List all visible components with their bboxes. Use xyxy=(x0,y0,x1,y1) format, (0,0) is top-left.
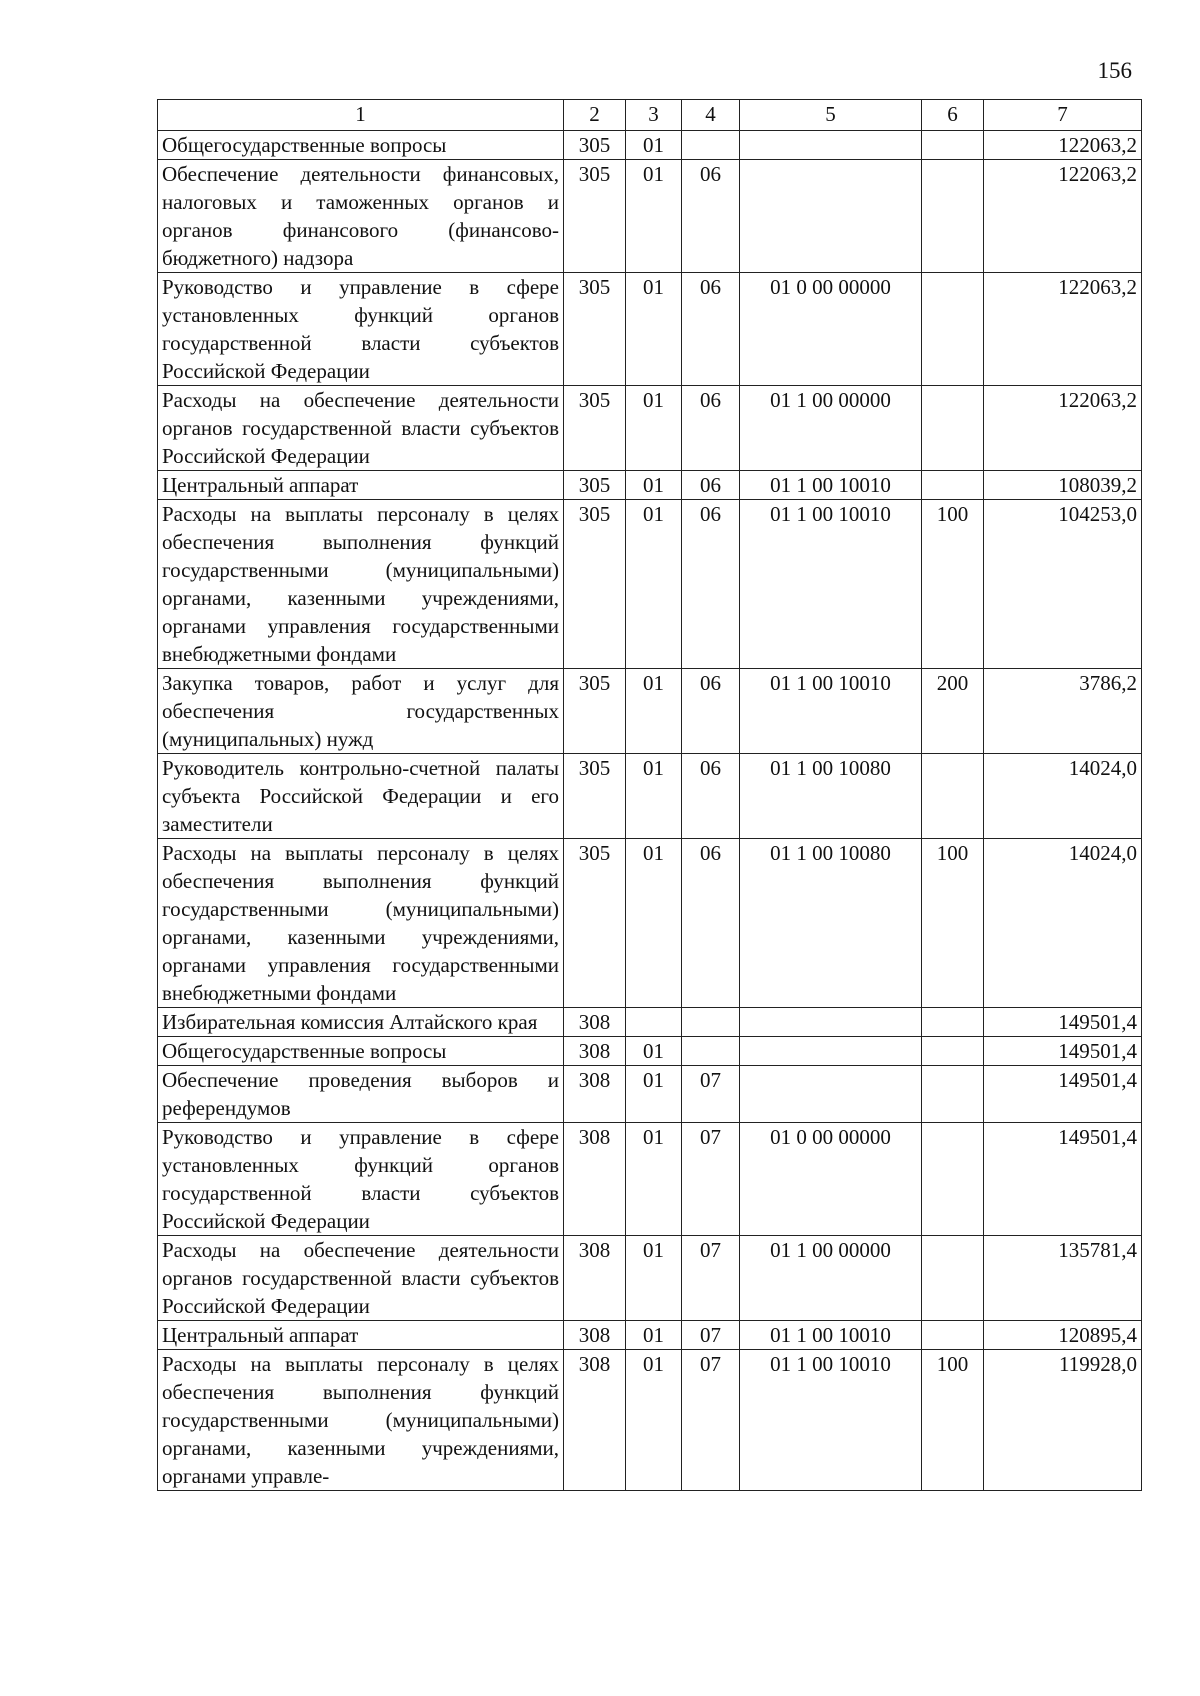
row-name: Закупка товаров, работ и услуг для обеспечения государственных (муниципальных) нужд xyxy=(158,669,564,754)
section-code: 01 xyxy=(626,386,682,471)
department-code: 305 xyxy=(564,754,626,839)
row-name: Центральный аппарат xyxy=(158,471,564,500)
table-row xyxy=(158,754,1142,839)
target-article-code: 01 1 00 10010 xyxy=(740,500,922,669)
column-header: 5 xyxy=(740,100,922,131)
subsection-code: 06 xyxy=(682,669,740,754)
target-article-code: 01 1 00 10010 xyxy=(740,471,922,500)
table-row xyxy=(158,839,1142,1008)
amount: 122063,2 xyxy=(984,160,1142,273)
expense-type-code: 100 xyxy=(922,839,984,1008)
table-row xyxy=(158,1236,1142,1321)
section-code: 01 xyxy=(626,839,682,1008)
department-code: 305 xyxy=(564,386,626,471)
table-row xyxy=(158,1123,1142,1236)
table-row xyxy=(158,500,1142,669)
target-article-code: 01 0 00 00000 xyxy=(740,273,922,386)
amount: 14024,0 xyxy=(984,839,1142,1008)
section-code: 01 xyxy=(626,273,682,386)
expense-type-code xyxy=(922,1123,984,1236)
section-code: 01 xyxy=(626,1066,682,1123)
target-article-code: 01 1 00 10010 xyxy=(740,1321,922,1350)
section-code: 01 xyxy=(626,754,682,839)
row-name: Обеспечение деятельности финансовых, налоговых и таможенных органов и органов финансового (финансово-бюджетного) надзора xyxy=(158,160,564,273)
amount: 119928,0 xyxy=(984,1350,1142,1491)
amount: 120895,4 xyxy=(984,1321,1142,1350)
column-header: 4 xyxy=(682,100,740,131)
target-article-code: 01 1 00 10080 xyxy=(740,839,922,1008)
target-article-code: 01 1 00 10010 xyxy=(740,669,922,754)
department-code: 308 xyxy=(564,1236,626,1321)
row-name: Обеспечение проведения выборов и референдумов xyxy=(158,1066,564,1123)
department-code: 308 xyxy=(564,1123,626,1236)
subsection-code xyxy=(682,1008,740,1037)
target-article-code xyxy=(740,160,922,273)
subsection-code: 06 xyxy=(682,754,740,839)
column-header: 6 xyxy=(922,100,984,131)
amount: 149501,4 xyxy=(984,1008,1142,1037)
table-row xyxy=(158,131,1142,160)
department-code: 308 xyxy=(564,1321,626,1350)
table-row xyxy=(158,471,1142,500)
expense-type-code xyxy=(922,754,984,839)
subsection-code: 06 xyxy=(682,471,740,500)
section-code: 01 xyxy=(626,471,682,500)
budget-table xyxy=(157,99,1142,1491)
amount: 149501,4 xyxy=(984,1066,1142,1123)
target-article-code: 01 1 00 10010 xyxy=(740,1350,922,1491)
expense-type-code xyxy=(922,1037,984,1066)
subsection-code: 06 xyxy=(682,839,740,1008)
row-name: Центральный аппарат xyxy=(158,1321,564,1350)
amount: 149501,4 xyxy=(984,1123,1142,1236)
department-code: 305 xyxy=(564,471,626,500)
section-code xyxy=(626,1008,682,1037)
amount: 14024,0 xyxy=(984,754,1142,839)
expense-type-code xyxy=(922,1066,984,1123)
target-article-code xyxy=(740,1066,922,1123)
table-row xyxy=(158,669,1142,754)
subsection-code: 06 xyxy=(682,273,740,386)
amount: 122063,2 xyxy=(984,386,1142,471)
department-code: 305 xyxy=(564,669,626,754)
target-article-code xyxy=(740,1037,922,1066)
row-name: Расходы на обеспечение деятельности органов государственной власти субъектов Российской Федерации xyxy=(158,1236,564,1321)
target-article-code: 01 1 00 10080 xyxy=(740,754,922,839)
target-article-code: 01 0 00 00000 xyxy=(740,1123,922,1236)
table-row xyxy=(158,273,1142,386)
amount: 135781,4 xyxy=(984,1236,1142,1321)
expense-type-code xyxy=(922,273,984,386)
department-code: 305 xyxy=(564,839,626,1008)
subsection-code: 07 xyxy=(682,1350,740,1491)
subsection-code: 06 xyxy=(682,386,740,471)
expense-type-code xyxy=(922,160,984,273)
target-article-code: 01 1 00 00000 xyxy=(740,386,922,471)
subsection-code xyxy=(682,131,740,160)
department-code: 305 xyxy=(564,273,626,386)
row-name: Руководство и управление в сфере установленных функций органов государственной власти субъектов Российской Федерации xyxy=(158,1123,564,1236)
expense-type-code xyxy=(922,1008,984,1037)
section-code: 01 xyxy=(626,1123,682,1236)
subsection-code: 06 xyxy=(682,160,740,273)
expense-type-code xyxy=(922,386,984,471)
section-code: 01 xyxy=(626,500,682,669)
department-code: 308 xyxy=(564,1350,626,1491)
row-name: Руководитель контрольно-счетной палаты субъекта Российской Федерации и его заместители xyxy=(158,754,564,839)
subsection-code: 06 xyxy=(682,500,740,669)
department-code: 308 xyxy=(564,1037,626,1066)
row-name: Расходы на выплаты персоналу в целях обеспечения выполнения функций государственными (муниципальными) органами, казенными учреждениями, органами управле- xyxy=(158,1350,564,1491)
amount: 122063,2 xyxy=(984,273,1142,386)
section-code: 01 xyxy=(626,1321,682,1350)
section-code: 01 xyxy=(626,669,682,754)
table-row xyxy=(158,1037,1142,1066)
subsection-code: 07 xyxy=(682,1236,740,1321)
column-header: 3 xyxy=(626,100,682,131)
row-name: Избирательная комиссия Алтайского края xyxy=(158,1008,564,1037)
department-code: 305 xyxy=(564,131,626,160)
amount: 3786,2 xyxy=(984,669,1142,754)
table-row xyxy=(158,1008,1142,1037)
department-code: 308 xyxy=(564,1066,626,1123)
expense-type-code: 100 xyxy=(922,500,984,669)
subsection-code xyxy=(682,1037,740,1066)
header-row xyxy=(158,100,1142,131)
table-row xyxy=(158,1350,1142,1491)
row-name: Расходы на выплаты персоналу в целях обеспечения выполнения функций государственными (муниципальными) органами, казенными учреждениями, органами управления государственными внебюджетными фондами xyxy=(158,839,564,1008)
expense-type-code xyxy=(922,471,984,500)
column-header: 1 xyxy=(158,100,564,131)
section-code: 01 xyxy=(626,1350,682,1491)
amount: 108039,2 xyxy=(984,471,1142,500)
section-code: 01 xyxy=(626,131,682,160)
amount: 122063,2 xyxy=(984,131,1142,160)
page-number: 156 xyxy=(1097,58,1132,83)
subsection-code: 07 xyxy=(682,1321,740,1350)
section-code: 01 xyxy=(626,1037,682,1066)
row-name: Расходы на обеспечение деятельности органов государственной власти субъектов Российской Федерации xyxy=(158,386,564,471)
target-article-code: 01 1 00 00000 xyxy=(740,1236,922,1321)
expense-type-code: 200 xyxy=(922,669,984,754)
expense-type-code xyxy=(922,1236,984,1321)
table-row xyxy=(158,386,1142,471)
department-code: 305 xyxy=(564,500,626,669)
amount: 149501,4 xyxy=(984,1037,1142,1066)
row-name: Общегосударственные вопросы xyxy=(158,1037,564,1066)
target-article-code xyxy=(740,1008,922,1037)
expense-type-code xyxy=(922,131,984,160)
subsection-code: 07 xyxy=(682,1066,740,1123)
table-row xyxy=(158,160,1142,273)
column-header: 7 xyxy=(984,100,1142,131)
expense-type-code: 100 xyxy=(922,1350,984,1491)
row-name: Расходы на выплаты персоналу в целях обеспечения выполнения функций государственными (муниципальными) органами, казенными учреждениями, органами управления государственными внебюджетными фондами xyxy=(158,500,564,669)
amount: 104253,0 xyxy=(984,500,1142,669)
table-row xyxy=(158,1066,1142,1123)
section-code: 01 xyxy=(626,1236,682,1321)
row-name: Руководство и управление в сфере установленных функций органов государственной власти субъектов Российской Федерации xyxy=(158,273,564,386)
expense-type-code xyxy=(922,1321,984,1350)
table-row xyxy=(158,1321,1142,1350)
column-header: 2 xyxy=(564,100,626,131)
section-code: 01 xyxy=(626,160,682,273)
row-name: Общегосударственные вопросы xyxy=(158,131,564,160)
subsection-code: 07 xyxy=(682,1123,740,1236)
department-code: 308 xyxy=(564,1008,626,1037)
target-article-code xyxy=(740,131,922,160)
department-code: 305 xyxy=(564,160,626,273)
